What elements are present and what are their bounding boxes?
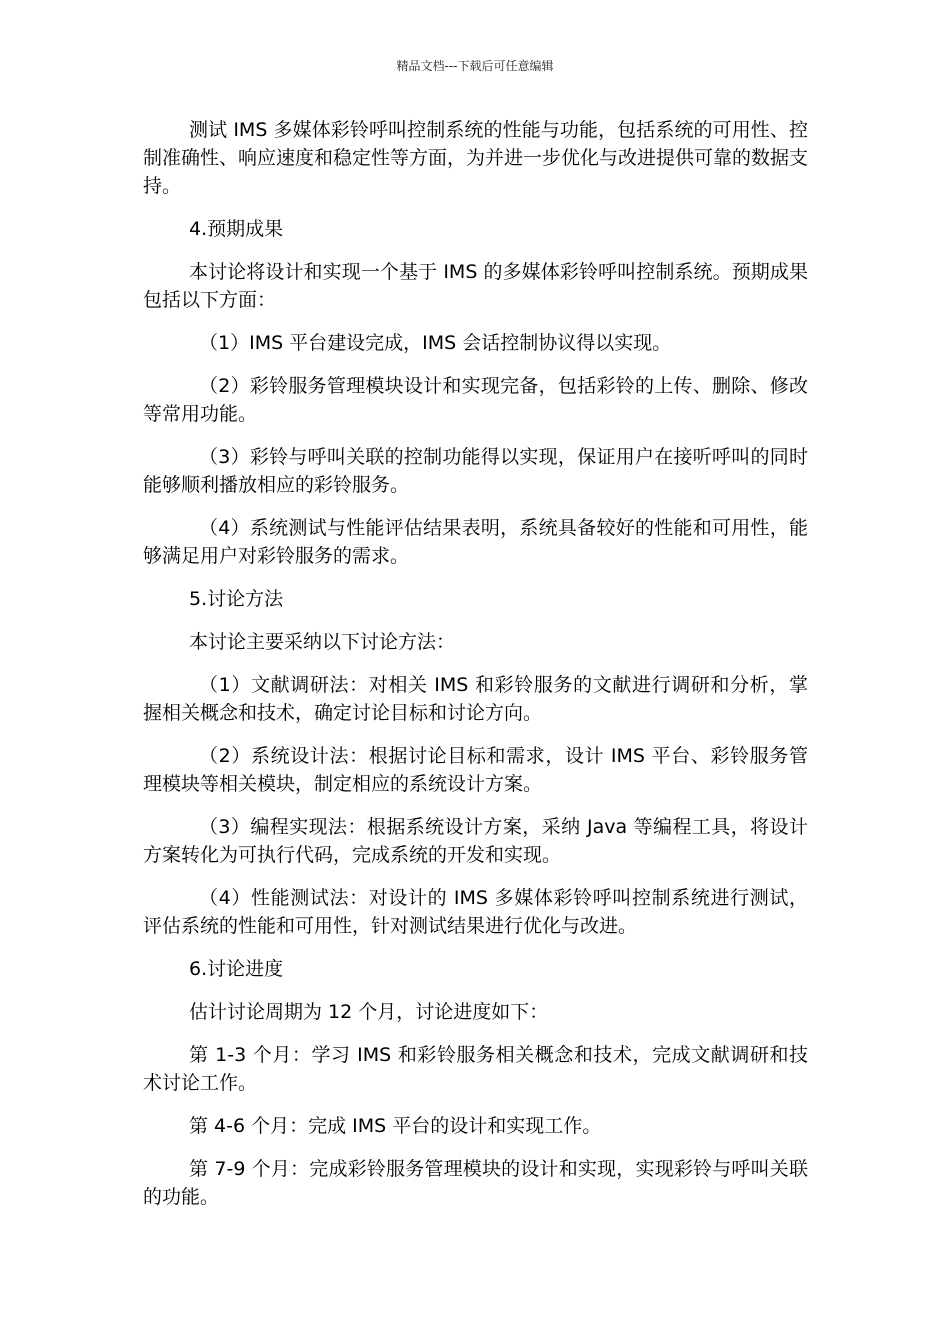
- list-item-result-3: （3）彩铃与呼叫关联的控制功能得以实现，保证用户在接听呼叫的同时能够顺利播放相应的彩铃服务。: [143, 446, 808, 496]
- paragraph-test-goal: 测试 IMS 多媒体彩铃呼叫控制系统的性能与功能，包括系统的可用性、控制准确性、响应速度和稳定性等方面，为并进一步优化与改进提供可靠的数据支持。: [143, 119, 809, 197]
- list-item-method-4: （4）性能测试法：对设计的 IMS 多媒体彩铃呼叫控制系统进行测试，评估系统的性能和可用性，针对测试结果进行优化与改进。: [143, 887, 808, 937]
- list-item-result-1: （1）IMS 平台建设完成，IMS 会话控制协议得以实现。: [199, 332, 672, 354]
- list-item-result-4: （4）系统测试与性能评估结果表明，系统具备较好的性能和可用性，能够满足用户对彩铃服务的需求。: [143, 517, 808, 567]
- document-body: [143, 116, 808, 1226]
- heading-expected-results: 4.预期成果: [189, 218, 284, 240]
- schedule-item-3: 第 7-9 个月：完成彩铃服务管理模块的设计和实现，实现彩铃与呼叫关联的功能。: [143, 1158, 808, 1208]
- list-item-result-2: （2）彩铃服务管理模块设计和实现完备，包括彩铃的上传、删除、修改等常用功能。: [143, 375, 808, 425]
- heading-methods: 5.讨论方法: [189, 588, 284, 610]
- schedule-item-2: 第 4-6 个月：完成 IMS 平台的设计和实现工作。: [189, 1115, 602, 1137]
- list-item-method-3: （3）编程实现法：根据系统设计方案，采纳 Java 等编程工具，将设计方案转化为可执行代码，完成系统的开发和实现。: [143, 816, 808, 866]
- list-item-method-1: （1）文献调研法：对相关 IMS 和彩铃服务的文献进行调研和分析，掌握相关概念和技术，确定讨论目标和讨论方向。: [143, 674, 808, 724]
- heading-schedule: 6.讨论进度: [189, 958, 284, 980]
- paragraph-methods-intro: 本讨论主要采纳以下讨论方法：: [189, 631, 456, 653]
- list-item-method-2: （2）系统设计法：根据讨论目标和需求，设计 IMS 平台、彩铃服务管理模块等相关模块，制定相应的系统设计方案。: [143, 745, 808, 795]
- page-header: 精品文档---下载后可任意编辑: [396, 59, 554, 73]
- paragraph-expected-intro: 本讨论将设计和实现一个基于 IMS 的多媒体彩铃呼叫控制系统。预期成果包括以下方面：: [143, 261, 808, 311]
- paragraph-schedule-intro: 估计讨论周期为 12 个月，讨论进度如下：: [189, 1001, 549, 1023]
- schedule-item-1: 第 1-3 个月：学习 IMS 和彩铃服务相关概念和技术，完成文献调研和技术讨论工作。: [143, 1044, 808, 1094]
